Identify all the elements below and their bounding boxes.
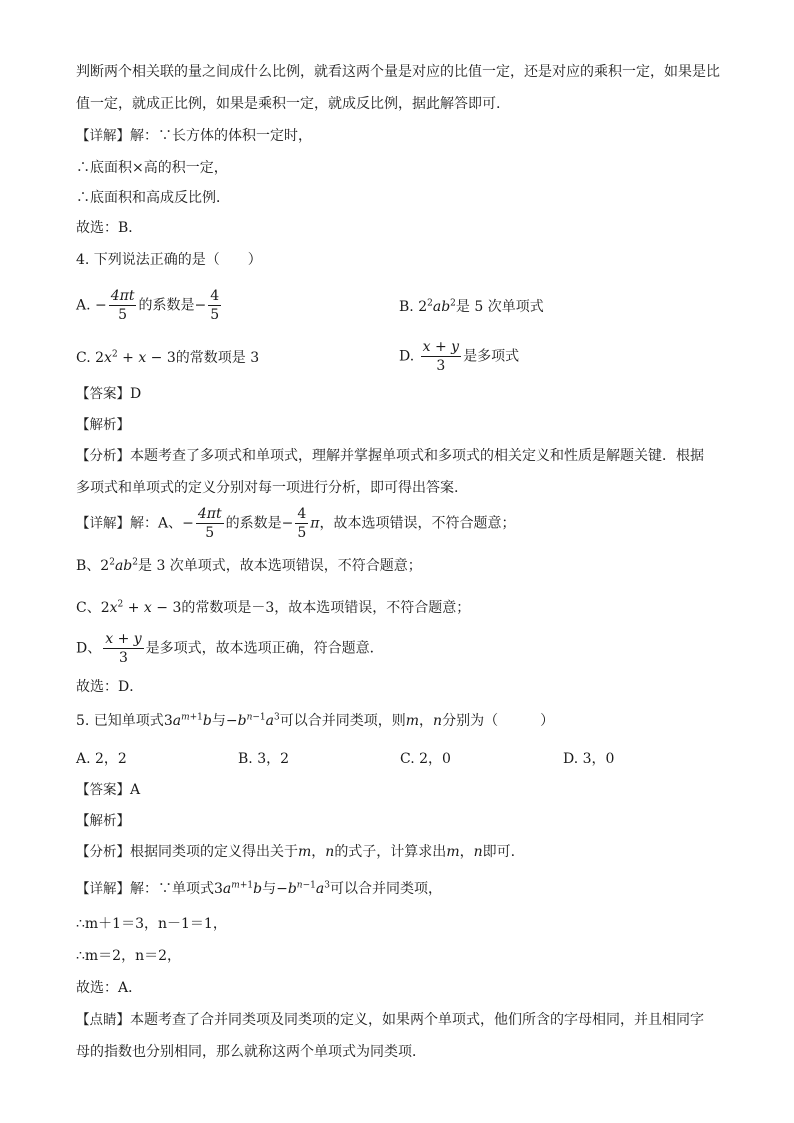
q5-stem: 5. 已知单项式$3a^{m+1}b$与$-b^{n-1}a^3$可以合并同类项，则m，n分别为（ ） (76, 712, 555, 729)
detail-a-prefix: 解：A、 (130, 515, 183, 532)
q5-fenxi-line: 【分析】根据同类项的定义得出关于m，n的式子，计算求出m，n即可. (76, 844, 516, 860)
q4-answer-line (76, 384, 141, 404)
dianjing-tag: 【点睛】 (76, 1012, 130, 1028)
q5-choice: 故选：A． (76, 980, 143, 996)
answer-value: A (130, 782, 141, 798)
fenxi-tag: 【分析】 (76, 448, 130, 464)
option-b-text: 是 5 次单项式 (455, 299, 544, 315)
q4-detail-c: C、$2x^2 + x - 3$的常数项是－3，故本选项错误，不符合题意； (76, 599, 471, 616)
answer-value: D (130, 386, 142, 402)
q5-step-1: ∴m＋1＝3，n－1＝1， (76, 916, 227, 932)
option-a-prefix: A. (76, 297, 91, 314)
detail-a-mid: 的系数是 (225, 515, 282, 532)
detail-b-tail: 是 3 次单项式，故本选项错误，不符合题意； (138, 558, 422, 574)
q4-option-b: B. $2^2ab^2$是 5 次单项式 (399, 298, 544, 315)
option-b-prefix: B. (399, 299, 414, 315)
q5-option-c: C. 2，0 (400, 751, 451, 767)
q5-dianjing-line-2: 母的指数也分别相同，那么就称这两个单项式为同类项． (76, 1044, 426, 1060)
q5-detail-line: 【详解】解：∵单项式$3a^{m+1}b$与$-b^{n-1}a^3$可以合并同类项， (76, 880, 442, 897)
answer-tag: 【答案】 (76, 782, 130, 798)
option-c-text: 的常数项是 3 (175, 350, 260, 366)
q5-analysis-tag: 【解析】 (76, 813, 130, 829)
fenxi-text-1: 本题考查了多项式和单项式，理解并掌握单项式和多项式的相关定义和性质是解题关键．根据 (130, 448, 704, 464)
q5-step-2: ∴m＝2，n＝2， (76, 948, 182, 964)
q4-analysis-tag: 【解析】 (76, 417, 130, 433)
q5-option-a: A. 2，2 (76, 751, 127, 767)
fenxi-tag: 【分析】 (76, 844, 130, 860)
option-d-prefix: D. (399, 348, 415, 365)
detail-a-tail: ，故本选项错误，不符合题意； (319, 515, 516, 532)
option-d-text: 是多项式 (463, 348, 520, 365)
q4-option-a: A. − $\frac{4\pi t}{5}$ 的系数是− $\frac{4}{5}$ (76, 288, 220, 323)
detail-tag: 【详解】 (76, 128, 130, 144)
q4-option-d (399, 338, 519, 375)
detail-c-tail: 的常数项是－3，故本选项错误，不符合题意； (181, 600, 471, 616)
q4-fenxi-line-1 (76, 446, 704, 466)
q5-option-b: B. 3，2 (238, 751, 290, 767)
option-a-mid: 的系数是 (138, 297, 195, 314)
q3-choice: 故选：B． (76, 220, 143, 236)
q5-answer-line (76, 780, 140, 800)
q3-step-2: ∴底面积和高成反比例． (76, 190, 230, 206)
q5-option-d: D. 3，0 (563, 751, 615, 767)
q4-stem: 4. 下列说法正确的是（ ） (76, 252, 262, 268)
detail-text: 解：∵长方体的体积一定时， (130, 128, 312, 144)
q4-fenxi-line-2: 多项式和单项式的定义分别对每一项进行分析，即可得出答案. (76, 480, 459, 496)
option-a-value-fraction: $\frac{4}{5}$ (210, 288, 220, 323)
q4-detail-d: D、 $\frac{x + y}{3}$ 是多项式，故本选项正确，符合题意． (76, 631, 384, 666)
detail-tag: 【详解】 (76, 515, 130, 532)
answer-tag: 【答案】 (76, 386, 130, 402)
q3-step-1: ∴底面积×高的积一定， (76, 160, 228, 176)
q4-detail-b: B、$2^2ab^2$是 3 次单项式，故本选项错误，不符合题意； (76, 557, 422, 574)
q4-option-c: C. $2x^2 + x - 3$的常数项是 3 (76, 349, 260, 366)
q3-explain-line-1: 判断两个相关联的量之间成什么比例，就看这两个量是对应的比值一定，还是对应的乘积一定，如果是比 (76, 64, 720, 80)
q4-choice: 故选：D． (76, 679, 144, 695)
option-a-fraction: $\frac{4\pi t}{5}$ (110, 288, 135, 323)
q5-dianjing-line-1: 【点睛】本题考查了合并同类项及同类项的定义，如果两个单项式，他们所含的字母相同，并且相同字 (76, 1012, 704, 1028)
detail-tag: 【详解】 (76, 881, 130, 897)
option-c-prefix: C. (76, 350, 91, 366)
q4-detail-a: 【详解】解：A、− $\frac{4\pi t}{5}$ 的系数是− $\frac{4}{5}$ π，故本选项错误，不符合题意； (76, 506, 516, 541)
q3-explain-line-2: 值一定，就成正比例，如果是乘积一定，就成反比例，据此解答即可. (76, 96, 501, 112)
detail-d-tail: 是多项式，故本选项正确，符合题意． (145, 640, 384, 657)
q3-detail-line (76, 126, 312, 146)
option-d-fraction: $\frac{x + y}{3}$ (422, 339, 460, 374)
